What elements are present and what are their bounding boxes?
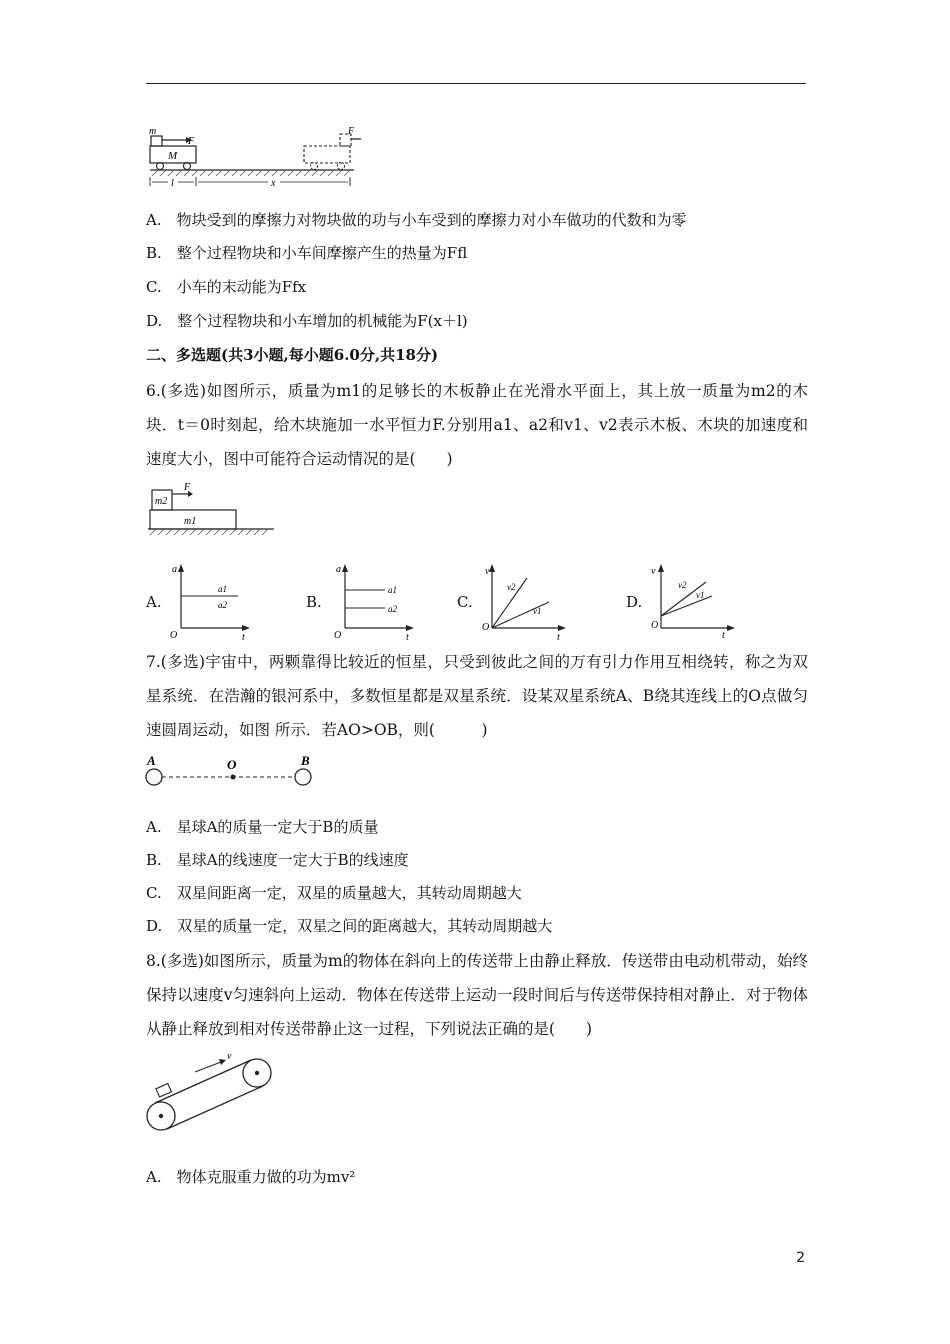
q6-graph-c: [477, 562, 572, 640]
q5-option-c: C. 小车的末动能为Ffx: [146, 278, 307, 296]
q7-label-b: B: [301, 754, 310, 768]
q6c-origin: O: [482, 622, 490, 633]
q6-graph-a-label: A.: [146, 593, 162, 611]
q5-label-l: l: [171, 178, 174, 189]
q6-label-m2: m2: [155, 496, 168, 507]
q7-option-c: C. 双星间距离一定，双星的质量越大，其转动周期越大: [146, 884, 522, 902]
q8-option-a: A. 物体克服重力做的功为mv²: [146, 1168, 356, 1186]
q6b-yaxis: a: [336, 564, 341, 575]
q6b-line2: a2: [388, 604, 397, 614]
q7-label-o: O: [227, 757, 237, 772]
q5-cart-figure: [146, 124, 361, 194]
q6a-xaxis: t: [242, 632, 245, 640]
q6-label-m1: m1: [184, 516, 197, 527]
q5-option-a: A. 物块受到的摩擦力对物块做的功与小车受到的摩擦力对小车做功的代数和为零: [146, 211, 687, 229]
q6-graph-d: [646, 562, 741, 640]
q6c-line2: v1: [533, 606, 542, 616]
q5-option-b: B. 整个过程物块和小车间摩擦产生的热量为Ffl: [146, 244, 468, 262]
q6-graph-a: [166, 562, 256, 640]
q7-option-a: A. 星球A的质量一定大于B的质量: [146, 818, 379, 836]
q8-label-v: v: [227, 1051, 232, 1062]
q6a-yaxis: a: [172, 564, 177, 575]
header-rule: [146, 83, 806, 84]
q6-board-figure: [146, 480, 281, 536]
q6-graph-c-label: C.: [457, 593, 473, 611]
q6-graph-b-label: B.: [306, 593, 322, 611]
q6a-origin: O: [170, 630, 178, 640]
q6c-line1: v2: [507, 582, 516, 592]
q8-stem: 8.(多选)如图所示，质量为m的物体在斜向上的传送带上由静止释放．传送带由电动机带动，始终保持以速度v匀速斜向上运动．物体在传送带上运动一段时间后与传送带保持相对静止．对于物体从静止释放到相对传送带静止这一过程，下列说法正确的是( ): [146, 952, 808, 1038]
q5-label-m: m: [149, 126, 157, 137]
q8-conveyor-figure: [143, 1050, 278, 1135]
q5-label-f2: F: [348, 126, 355, 137]
q6b-line1: a1: [388, 585, 397, 595]
q6d-origin: O: [651, 620, 659, 631]
q6d-line1: v2: [678, 580, 687, 590]
q7-stem: 7.(多选)宇宙中，两颗靠得比较近的恒星，只受到彼此之间的万有引力作用互相绕转，称之为双星系统．在浩瀚的银河系中，多数恒星都是双星系统．设某双星系统A、B绕其连线上的O点做匀速圆周运动，如图 所示．若AO>OB，则( ): [146, 653, 808, 739]
q6a-line2: a2: [218, 600, 227, 610]
q6b-xaxis: t: [406, 632, 409, 640]
q6c-yaxis: v: [485, 566, 490, 577]
q6-graph-b: [330, 562, 420, 640]
q6-label-f: F: [184, 482, 191, 493]
q6c-xaxis: t: [557, 632, 560, 640]
q7-option-b: B. 星球A的线速度一定大于B的线速度: [146, 851, 409, 869]
q6a-line1: a1: [218, 584, 227, 594]
q7-option-d: D. 双星的质量一定，双星之间的距离越大，其转动周期越大: [146, 917, 553, 935]
page-number: 2: [796, 1250, 805, 1266]
section-title: 二、多选题(共3小题,每小题6.0分,共18分): [146, 346, 439, 364]
q6d-yaxis: v: [651, 566, 656, 577]
q7-label-a: A: [147, 754, 156, 768]
q5-option-d: D. 整个过程物块和小车增加的机械能为F(x＋l): [146, 312, 468, 330]
q6-graph-d-label: D.: [626, 593, 643, 611]
q6d-xaxis: t: [722, 630, 725, 640]
q5-label-M: M: [168, 150, 178, 162]
q6d-line2: v1: [696, 590, 705, 600]
q5-label-f1: F: [188, 136, 195, 147]
q5-label-x: x: [271, 178, 276, 189]
q7-binary-star-figure: [143, 754, 318, 794]
q6-stem: 6.(多选)如图所示，质量为m1的足够长的木板静止在光滑水平面上，其上放一质量为m2的木块．t＝0时刻起，给木块施加一水平恒力F.分别用a1、a2和v1、v2表示木板、木块的加速度和速度大小，图中可能符合运动情况的是( ): [146, 382, 808, 468]
q6b-origin: O: [334, 630, 342, 640]
